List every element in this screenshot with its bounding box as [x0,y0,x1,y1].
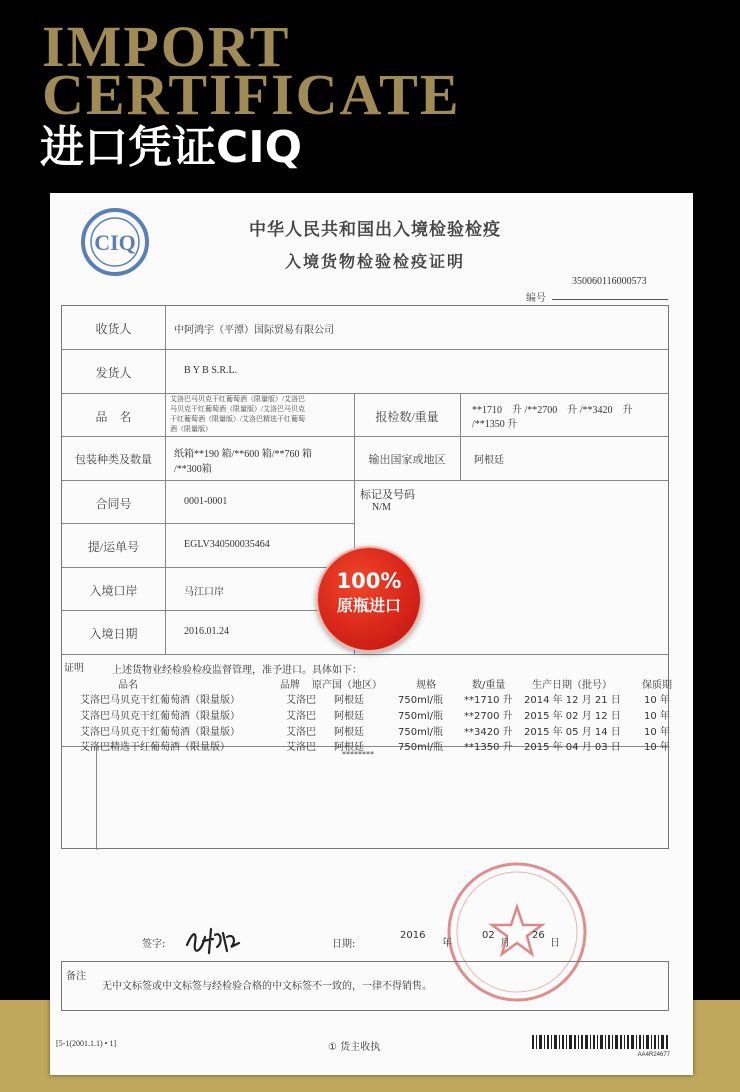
marks-value: N/M [372,502,391,513]
form-code: [5-1(2001.1.1) • 1] [56,1039,117,1048]
column-header-production-date: 生产日期（批号） [532,680,612,691]
table-row-brand: 艾洛巴 [286,742,316,753]
divider [62,567,354,568]
table-row-quantity: **1710 升 [464,695,513,706]
port-label: 入境口岸 [89,584,138,598]
entry-date-value: 2016.01.24 [184,626,229,637]
remarks-label: 备注 [66,971,86,982]
certificate-number: 350060116000573 [572,276,647,287]
original-bottle-import-badge [316,546,422,652]
proof-label: 证明 [64,663,84,674]
signature-day-unit: 日 [550,938,560,949]
table-row-shelf-life: 10 年 [644,711,670,722]
certificate-document [50,193,693,1075]
column-header-shelf-life: 保质期 [642,680,672,691]
column-header-brand: 品牌 [280,680,300,691]
table-row-origin: 阿根廷 [334,742,364,753]
divider [165,306,166,654]
contract-value: 0001-0001 [184,496,228,507]
header-line-1: 中华人民共和国出入境检验检疫 [249,220,501,240]
table-row-origin: 阿根廷 [334,727,364,738]
header-line-2: 入境货物检验检疫证明 [284,252,465,271]
port-value: 马江口岸 [184,587,224,598]
goods-line: 艾洛巴马贝克干红葡萄酒（限量版）/艾洛巴 [170,395,305,403]
goods-line: 酒（限量版） [170,425,212,433]
divider [62,523,354,524]
ciq-logo-icon [80,207,150,277]
signature-month-unit: 月 [500,938,510,949]
quantity-value-line1: **1710 升 /**2700 升 /**3420 升 [472,405,633,416]
copy-label: ① 货主收执 [328,1042,381,1053]
consignee-value: 中阿鸿宇（平潭）国际贸易有限公司 [174,325,334,336]
table-row-product: 艾洛巴马贝克干红葡萄酒（限量版） [80,695,240,706]
badge-text: 原瓶进口 [336,596,401,615]
table-row-origin: 阿根廷 [334,711,364,722]
signature-year-unit: 年 [442,938,452,949]
goods-line: 干红葡萄酒（限量版）/艾洛巴精选干红葡萄 [170,415,305,423]
proof-intro: 上述货物业经检验检疫监督管理，准予进口。具体如下： [112,665,362,676]
signature-month: 02 [482,930,495,941]
consignee-label: 收货人 [95,322,132,336]
table-row-spec: 750ml/瓶 [398,695,443,706]
table-row-spec: 750ml/瓶 [398,711,443,722]
quantity-value-line2: /**1350 升 [472,419,518,430]
contract-label: 合同号 [95,497,132,511]
divider [460,393,461,480]
packing-label: 包装种类及数量 [75,454,152,466]
goods-value [170,394,354,434]
table-row-product: 艾洛巴精选干红葡萄酒（限量版） [80,742,230,753]
table-row-date: 2015 年 02 月 12 日 [524,711,621,722]
date-label: 日期: [332,939,356,950]
table-row-shelf-life: 10 年 [644,742,670,753]
table-row-spec: 750ml/瓶 [398,742,443,753]
table-row-quantity: **1350 升 [464,742,513,753]
table-row-brand: 艾洛巴 [286,711,316,722]
remarks-text: 无中文标签或中文标签与经检验合格的中文标签不一致的，一律不得销售。 [102,981,432,992]
divider [96,746,97,850]
table-row-spec: 750ml/瓶 [398,727,443,738]
column-header-quantity: 数/重量 [472,680,506,691]
end-marks: ******** [342,750,374,759]
origin-value: 阿根廷 [474,455,504,466]
table-row-brand: 艾洛巴 [286,695,316,706]
table-row-date: 2015 年 05 月 14 日 [524,727,621,738]
entry-date-label: 入境日期 [89,627,138,641]
table-row-quantity: **2700 升 [464,711,513,722]
goods-line: 马贝克干红葡萄酒（限量版）/艾洛巴马贝克 [170,405,305,413]
bill-of-lading-value: EGLV340500035464 [184,539,270,550]
column-header-origin: 原产国（地区） [312,680,382,691]
consignor-label: 发货人 [95,366,132,380]
divider [62,610,354,611]
goods-label: 品 名 [95,410,132,424]
certificate-number-label: 编号 [526,293,546,304]
divider [62,654,668,655]
table-row-shelf-life: 10 年 [644,727,670,738]
divider [62,349,668,350]
divider [62,393,668,394]
marks-label: 标记及号码 [360,489,415,501]
hero-title-import: IMPORT [42,14,291,79]
divider [62,436,668,437]
signature-label: 签字: [142,939,166,950]
table-row-quantity: **3420 升 [464,727,513,738]
hero-subtitle: 进口凭证CIQ [40,122,303,173]
badge-percent: 100% [336,569,402,593]
packing-value-line1: 纸箱**190 箱/**600 箱/**760 箱 [174,449,313,460]
hero-title-certificate: CERTIFICATE [42,62,461,127]
quantity-label: 报检数/重量 [375,410,439,424]
consignor-value: B Y B S.R.L. [184,365,238,376]
bill-of-lading-label: 提/运单号 [87,540,140,554]
column-header-name: 品名 [118,680,138,691]
table-row-product: 艾洛巴马贝克干红葡萄酒（限量版） [80,711,240,722]
handwritten-signature-icon [183,923,243,957]
ciq-logo-text: CIQ [94,230,136,255]
number-underline [552,299,668,300]
packing-value-line2: /**300箱 [174,464,212,475]
table-row-shelf-life: 10 年 [644,695,670,706]
table-row-brand: 艾洛巴 [286,727,316,738]
signature-year: 2016 [400,930,426,941]
table-row-origin: 阿根廷 [334,695,364,706]
table-row-date: 2015 年 04 月 03 日 [524,742,621,753]
table-row-product: 艾洛巴马贝克干红葡萄酒（限量版） [80,727,240,738]
barcode-number: AA4R24677 [637,1052,670,1057]
origin-label: 输出国家或地区 [368,454,446,466]
divider [62,480,668,481]
barcode-icon [532,1035,672,1057]
column-header-spec: 规格 [416,680,436,691]
signature-day: 26 [532,930,545,941]
table-row-date: 2014 年 12 月 21 日 [524,695,621,706]
